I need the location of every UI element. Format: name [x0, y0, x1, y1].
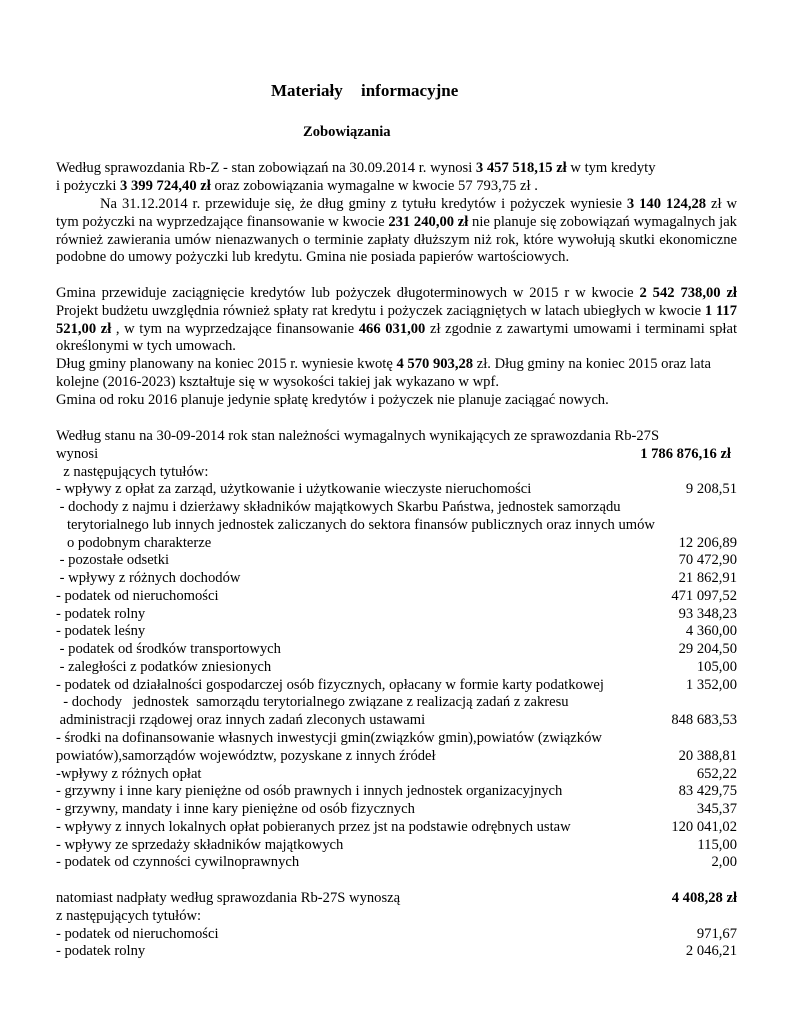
item-label: administracji rządowej oraz innych zadań zleconych ustawami	[56, 711, 426, 728]
item-label: - podatek rolny	[56, 606, 146, 622]
item-label: - pozostałe odsetki	[56, 552, 170, 568]
receivables-total-value: 1 786 876,16 zł	[640, 446, 731, 462]
intro-text: Według sprawozdania Rb-Z - stan zobowiązań na 30.09.2014 r. wynosi	[56, 160, 476, 176]
table-row	[56, 926, 737, 944]
debt-2014-amount: 3 140 124,28	[626, 196, 707, 212]
total-liabilities: 3 457 518,15 zł	[475, 160, 567, 176]
item-label: terytorialnego lub innych jednostek zaliczanych do sektora finansów publicznych oraz innych umów	[56, 516, 655, 533]
paragraph-text: Na 31.12.2014 r. przewiduje się, że dług gminy z tytułu kredytów i pożyczek wyniesie	[100, 196, 627, 212]
item-label: - podatek od nieruchomości	[56, 588, 219, 604]
item-label: - podatek od działalności gospodarczej osób fizycznych, opłacany w formie karty podatkowej	[56, 677, 604, 693]
debt-2015-amount: 4 570 903,28	[396, 356, 474, 372]
item-value: 971,67	[696, 926, 737, 942]
item-value: 120 041,02	[671, 819, 737, 835]
overpayments-label: natomiast nadpłaty według sprawozdania Rb-27S wynoszą	[56, 890, 401, 906]
item-label: - wpływy z innych lokalnych opłat pobieranych przez jst na podstawie odrębnych ustaw	[56, 819, 571, 835]
document-title: Materiały informacyjne	[271, 81, 459, 100]
item-label: - podatek leśny	[56, 623, 146, 639]
overpayments-titles-label: z następujących tytułów:	[56, 908, 202, 924]
overpayments-total-row	[56, 890, 737, 908]
item-value: 20 388,81	[678, 747, 737, 764]
item-label: - podatek od nieruchomości	[56, 926, 219, 942]
item-label: - wpływy z różnych dochodów	[56, 570, 241, 586]
item-label: -wpływy z różnych opłat	[56, 766, 202, 782]
intro-line-2	[56, 178, 737, 196]
item-value: 652,22	[696, 766, 737, 782]
section-title: Zobowiązania	[303, 124, 391, 140]
item-value: 471 097,52	[671, 588, 737, 604]
item-value: 2,00	[711, 854, 737, 870]
table-row	[56, 623, 737, 641]
table-row	[56, 801, 737, 819]
item-value: 29 204,50	[678, 641, 737, 657]
table-row	[56, 943, 737, 961]
intro-paragraph	[56, 160, 737, 196]
item-label: - wpływy z opłat za zarząd, użytkowanie i użytkowanie wieczyste nieruchomości	[56, 481, 532, 497]
receivables-titles-intro	[56, 464, 737, 482]
table-row	[56, 499, 737, 552]
item-value: 848 683,53	[671, 711, 737, 728]
prefinancing-repayment-amount: 466 031,00	[358, 320, 426, 337]
table-row	[56, 588, 737, 606]
paragraph-text: nie planuje się zobowiązań wymagalnych jak również zawierania umów nienazwanych o terminie zapłaty dłuższym niż rok, które wywołują skutki ekonomiczne podobne do umowy pożyczki lub kredytu. Gmina nie posiada papierów wartościowych.	[56, 213, 737, 266]
table-row	[56, 694, 737, 730]
repayment-plan-paragraph: Gmina od roku 2016 planuje jedynie spłatę kredytów i pożyczek nie planuje zaciągać nowych.	[56, 392, 609, 408]
item-value: 4 360,00	[685, 623, 737, 639]
item-label: - grzywny i inne kary pieniężne od osób prawnych i innych jednostek organizacyjnych	[56, 783, 563, 799]
receivables-total-row	[56, 446, 737, 464]
borrowing-2015-amount: 2 542 738,00 zł	[639, 285, 737, 301]
item-value: 21 862,91	[678, 570, 737, 586]
table-row	[56, 730, 737, 766]
item-label: - grzywny, mandaty i inne kary pieniężne od osób fizycznych	[56, 801, 415, 817]
item-label: - wpływy ze sprzedaży składników majątkowych	[56, 837, 344, 853]
item-value: 70 472,90	[678, 552, 737, 568]
debt-2015-paragraph	[56, 356, 737, 392]
item-label: powiatów),samorządów województw, pozyskane z innych źródeł	[56, 747, 436, 764]
item-value: 9 208,51	[685, 481, 737, 497]
overpayments-total-value: 4 408,28 zł	[671, 890, 737, 906]
item-value: 2 046,21	[685, 943, 737, 959]
paragraph-text: Projekt budżetu uwzględnia również spłaty rat kredytu i pożyczek zaciągniętych w latach ubiegłych w kwocie	[56, 302, 705, 319]
receivables-titles-label: z następujących tytułów:	[56, 464, 209, 480]
item-label: - podatek rolny	[56, 943, 146, 959]
table-row	[56, 819, 737, 837]
table-row	[56, 606, 737, 624]
loans-amount: 3 399 724,40 zł	[120, 177, 211, 194]
receivables-total-label: wynosi	[56, 446, 99, 462]
item-value: 93 348,23	[678, 606, 737, 622]
intro-text: i pożyczki	[56, 177, 121, 194]
item-value: 345,37	[696, 801, 737, 817]
item-label: - dochody jednostek samorządu terytorialnego związane z realizacją zadań z zakresu	[56, 694, 569, 710]
paragraph-text: , w tym na wyprzedzające finansowanie	[111, 320, 359, 337]
paragraph-text: Gmina przewiduje zaciągnięcie kredytów lub pożyczek długoterminowych w 2015 r w kwocie	[56, 285, 640, 301]
item-label: o podobnym charakterze	[56, 534, 212, 551]
table-row	[56, 570, 737, 588]
table-row	[56, 677, 737, 695]
table-row	[56, 854, 737, 872]
paragraph-text: zł. Dług gminy na koniec 2015 oraz lata kolejne (2016-2023) kształtuje się w wysokości takiej jak wykazano w wpf.	[56, 356, 711, 390]
table-row	[56, 837, 737, 855]
intro-text: oraz zobowiązania wymagalne w kwocie 57 793,75 zł .	[210, 177, 538, 194]
overpayments-titles-intro	[56, 908, 737, 926]
table-row	[56, 766, 737, 784]
table-row	[56, 783, 737, 801]
paragraph-text: zł w tym pożyczki na wyprzedzające finansowanie w kwocie	[56, 196, 737, 230]
item-label: - dochody z najmu i dzierżawy składników majątkowych Skarbu Państwa, jednostek samorządu	[56, 499, 621, 515]
repayment-amount: 1 117 521,00 zł	[56, 302, 738, 337]
item-value: 105,00	[696, 659, 737, 675]
item-value: 83 429,75	[678, 783, 737, 799]
table-row	[56, 481, 737, 499]
item-label: - podatek od czynności cywilnoprawnych	[56, 854, 300, 870]
borrowing-paragraph	[56, 285, 737, 356]
item-label: - podatek od środków transportowych	[56, 641, 281, 657]
item-label: - środki na dofinansowanie własnych inwestycji gmin(związków gmin),powiatów (związków	[56, 730, 602, 746]
item-label: - zaległości z podatków zniesionych	[56, 659, 272, 675]
item-value: 1 352,00	[685, 677, 737, 693]
table-row	[56, 641, 737, 659]
table-row	[56, 659, 737, 677]
paragraph-text: zł zgodnie z zawartymi umowami i terminami spłat określonymi w tych umowach.	[56, 320, 737, 355]
item-value: 12 206,89	[678, 534, 737, 551]
intro-text: w tym kredyty	[566, 160, 656, 176]
table-row	[56, 552, 737, 570]
paragraph-text: Dług gminy planowany na koniec 2015 r. wyniesie kwotę	[56, 356, 397, 372]
debt-forecast-paragraph	[56, 196, 737, 267]
receivables-intro: Według stanu na 30-09-2014 rok stan należności wymagalnych wynikających ze sprawozdania Rb-27S	[56, 428, 660, 444]
item-value: 115,00	[697, 837, 737, 853]
prefinancing-amount: 231 240,00 zł	[388, 213, 469, 230]
intro-line-1	[56, 160, 737, 178]
